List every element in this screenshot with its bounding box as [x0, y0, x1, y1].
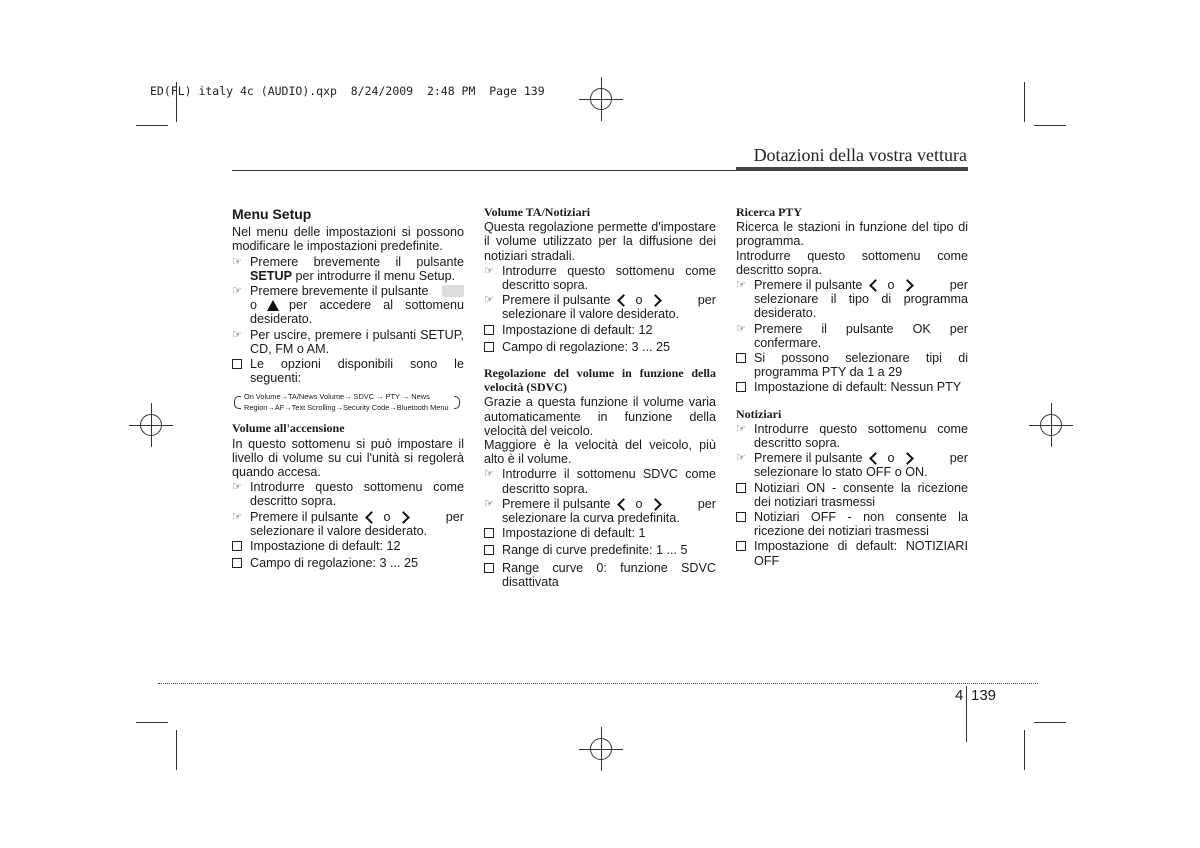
list-item-text: Premere il pulsante o per selezionare lo stato OFF o ON. [754, 451, 968, 480]
crop-mark [1024, 82, 1025, 122]
checkbox-icon [736, 539, 754, 555]
heading-ricerca-pty: Ricerca PTY [736, 205, 803, 219]
checkbox-icon [736, 380, 754, 396]
crop-mark [1034, 722, 1066, 723]
checkbox-icon [484, 561, 502, 577]
sub-text: In questo sottomenu si può impostare il livello di volume su cui l'unità si regolerà quando accesa. [232, 436, 464, 480]
hand-icon: ☞ [484, 294, 494, 307]
list-item-text: Range di curve predefinite: 1 ... 5 [502, 543, 688, 558]
list-item [484, 467, 716, 495]
column-2 [484, 205, 716, 590]
list-item [232, 328, 464, 356]
checkbox-icon [484, 340, 502, 356]
list-item [232, 539, 464, 555]
intro-text: Nel menu delle impostazioni si possono modificare le impostazioni predefinite. [232, 225, 464, 254]
list-item-text: Campo di regolazione: 3 ... 25 [502, 339, 671, 354]
footer-dotted-rule [158, 683, 1038, 684]
seek-button-icon [442, 285, 464, 297]
list-item [736, 351, 968, 379]
chevron-right-icon [649, 295, 662, 308]
list-item-text: Introdurre questo sottomenu come descritto sopra. [250, 480, 464, 509]
list-item [736, 451, 968, 479]
heading-volume-ta: Volume TA/Notiziari [484, 205, 591, 219]
heading-notiziari: Notiziari [736, 406, 782, 421]
chapter-number: 4 [955, 687, 964, 704]
list-item-text: Impostazione di default: 1 [502, 526, 646, 541]
flow-row-1: On Volume→TA/News Volume→ SDVC → PTY → News [244, 392, 430, 402]
hand-icon: ☞ [484, 497, 494, 510]
list-item-text: Notiziari OFF - non consente la ricezione dei notiziari trasmessi [754, 510, 968, 539]
list-item-text: Per uscire, premere i pulsanti SETUP, CD, FM o AM. [250, 327, 464, 356]
list-item [484, 561, 716, 589]
checkbox-icon [232, 556, 250, 572]
list-item [484, 323, 716, 339]
checkbox-icon [484, 526, 502, 542]
list-item-text: Campo di regolazione: 3 ... 25 [250, 556, 419, 571]
list-item [232, 480, 464, 508]
list-item-text: Notiziari ON - consente la ricezione dei notiziari trasmessi [754, 480, 968, 509]
checkbox-icon [736, 351, 754, 367]
paragraph: Questa regolazione permette d'impostare il volume utilizzato per la diffusione dei notiziari stradali. [484, 220, 716, 263]
crop-mark [1034, 125, 1066, 126]
hand-icon: ☞ [736, 322, 746, 335]
hand-icon: ☞ [736, 422, 746, 435]
list-item-text: Premere il pulsante o per selezionare la curva predefinita. [502, 496, 716, 526]
hand-icon: ☞ [484, 264, 494, 277]
paragraph: Maggiore è la velocità del veicolo, più alto è il volume. [484, 438, 716, 467]
crop-mark [136, 722, 168, 723]
list-item-text: Introdurre il sottomenu SDVC come descritto sopra. [502, 467, 716, 496]
page-number-separator [966, 686, 967, 742]
heading-sdvc: Regolazione del volume in funzione della velocità (SDVC) [484, 366, 716, 395]
list-item [736, 422, 968, 450]
list-item-text: Premere brevemente il pulsante SETUP per introdurre il menu Setup. [250, 254, 464, 283]
list-item-text: Si possono selezionare tipi di programma PTY da 1 a 29 [754, 351, 968, 380]
checkbox-icon [232, 539, 250, 555]
list-item-text: Impostazione di default: 12 [502, 322, 653, 337]
list-item-text: Introdurre questo sottomenu come descritto sopra. [754, 421, 968, 451]
heading-menu-setup: Menu Setup [232, 206, 312, 222]
list-item-text: Impostazione di default: 12 [250, 539, 401, 554]
hand-icon: ☞ [232, 255, 242, 268]
list-item [736, 278, 968, 321]
list-item-text: Premere il pulsante o per selezionare il valore desiderato. [502, 293, 716, 322]
list-item [232, 357, 464, 385]
list-item [232, 510, 464, 538]
chevron-right-icon [901, 453, 914, 466]
column-3 [736, 205, 968, 569]
list-item [484, 543, 716, 559]
chevron-left-icon [365, 511, 378, 524]
checkbox-icon [736, 510, 754, 526]
crop-mark [136, 125, 168, 126]
list-item [736, 510, 968, 538]
chevron-left-icon [617, 295, 630, 308]
checkbox-icon [484, 543, 502, 559]
chevron-left-icon [617, 498, 630, 511]
list-item [736, 322, 968, 350]
hand-icon: ☞ [736, 279, 746, 292]
registration-mark [1040, 414, 1062, 436]
heading-volume-accensione: Volume all'accensione [232, 421, 345, 436]
list-item-text: Premere il pulsante o per selezionare il tipo di programma desiderato. [754, 278, 968, 321]
list-item [736, 380, 968, 396]
section-title: Dotazioni della vostra vettura [753, 145, 967, 165]
list-item [736, 539, 968, 567]
checkbox-icon [736, 481, 754, 497]
list-item [484, 340, 716, 356]
flow-row-2: Region→AF→Text Scrolling→Security Code→Bluetooth Menu [244, 403, 449, 413]
registration-mark [140, 414, 162, 436]
list-item [484, 264, 716, 292]
print-slug: ED(FL) italy 4c (AUDIO).qxp 8/24/2009 2:48 PM Page 139 [150, 84, 545, 98]
crop-mark [1024, 730, 1025, 770]
hand-icon: ☞ [232, 481, 242, 494]
hand-icon: ☞ [232, 510, 242, 523]
list-item-text: Le opzioni disponibili sono le seguenti: [250, 357, 464, 386]
registration-mark [590, 88, 612, 110]
menu-flow-diagram [232, 391, 464, 413]
hand-icon: ☞ [484, 468, 494, 481]
page-number: 139 [971, 687, 997, 704]
registration-mark [590, 738, 612, 760]
paragraph: Introdurre questo sottomenu come descritto sopra. [736, 248, 968, 277]
hand-icon: ☞ [232, 285, 242, 298]
paragraph: Ricerca le stazioni in funzione del tipo di programma. [736, 220, 968, 249]
list-item-text: Premere il pulsante OK per confermare. [754, 321, 968, 350]
crop-mark [176, 730, 177, 770]
chevron-right-icon [649, 498, 662, 511]
list-item-text: Range curve 0: funzione SDVC disattivata [502, 560, 716, 589]
chevron-left-icon [869, 453, 882, 466]
chevron-right-icon [397, 511, 410, 524]
flow-bracket-left [234, 396, 241, 409]
checkbox-icon [484, 323, 502, 339]
hand-icon: ☞ [736, 452, 746, 465]
list-item [232, 284, 464, 327]
chevron-left-icon [869, 279, 882, 292]
list-item [484, 526, 716, 542]
paragraph: Grazie a questa funzione il volume varia automaticamente in funzione della velocità del veicolo. [484, 395, 716, 438]
list-item [484, 293, 716, 321]
hand-icon: ☞ [232, 328, 242, 341]
chevron-right-icon [901, 279, 914, 292]
list-item [484, 497, 716, 525]
list-item [232, 255, 464, 283]
list-item-text: Impostazione di default: Nessun PTY [754, 380, 962, 395]
checkbox-icon [232, 357, 250, 373]
header-bar [736, 167, 968, 171]
list-item-text: Premere il pulsante o per selezionare il valore desiderato. [250, 509, 464, 538]
list-item-text: Introdurre questo sottomenu come descritto sopra. [502, 263, 716, 293]
list-item-text: Impostazione di default: NOTIZIARI OFF [754, 539, 968, 568]
column-1 [232, 205, 464, 573]
list-item [736, 481, 968, 509]
list-item [232, 556, 464, 572]
up-triangle-icon [267, 300, 279, 311]
list-item-text: Premere brevemente il pulsante o per accedere al sottomenu desiderato. [250, 284, 464, 327]
